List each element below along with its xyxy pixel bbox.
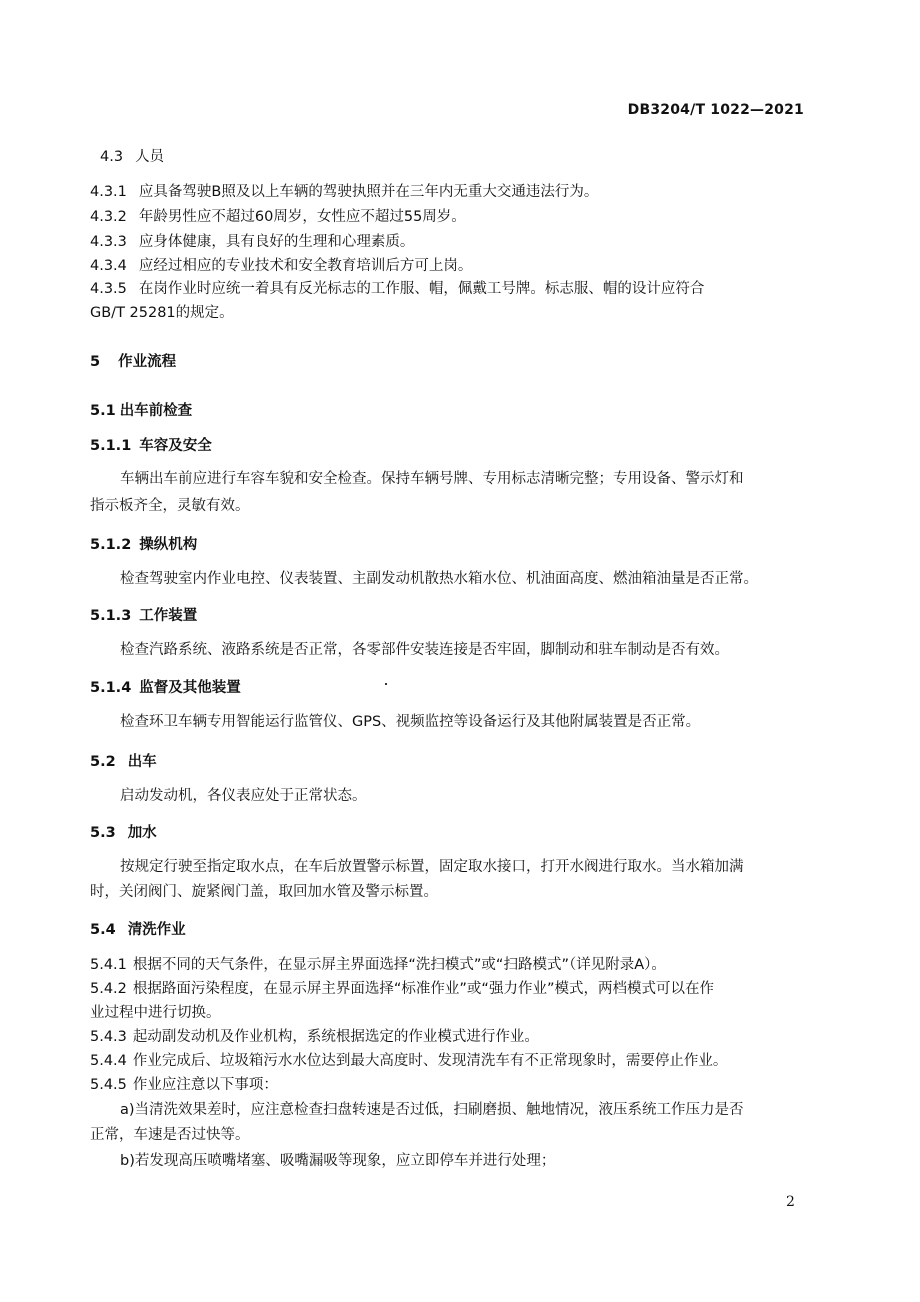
section-5-1-2-heading <box>90 535 810 555</box>
section-4-3-heading <box>100 147 820 167</box>
paragraph-line: 检查驾驶室内作业电控、仪表装置、主副发动机散热水箱水位、机油面高度、燃油箱油量是否正常。 <box>120 571 758 587</box>
section-number: 4.3 <box>100 149 124 165</box>
paragraph-line: 时，关闭阀门、旋紧阀门盖，取回加水管及警示标置。 <box>90 884 438 900</box>
paragraph-line: 指示板齐全，灵敏有效。 <box>90 498 250 514</box>
clause-text: 根据不同的天气条件，在显示屏主界面选择“洗扫模式”或“扫路模式”（详见附录A）。 <box>132 957 666 973</box>
clause-number: 5.4.3 <box>90 1029 127 1045</box>
section-number: 5.1 <box>90 403 116 419</box>
section-title: 清洗作业 <box>127 922 186 938</box>
speck-dot <box>385 683 387 685</box>
section-number: 5.3 <box>90 825 116 841</box>
clause-5-4-4 <box>90 1051 810 1071</box>
clause-4-3-5-continued: GB/T 25281的规定。 <box>90 305 234 321</box>
clause-number: 4.3.4 <box>90 258 127 274</box>
section-number: 5 <box>90 354 101 370</box>
list-item-b: b)若发现高压喷嘴堵塞、吸嘴漏吸等现象，应立即停车并进行处理； <box>120 1153 556 1169</box>
clause-4-3-1 <box>90 182 810 202</box>
clause-number: 4.3.1 <box>90 184 127 200</box>
document-code: DB3204/T 1022—2021 <box>627 102 804 118</box>
clause-5-4-5 <box>90 1075 810 1095</box>
paragraph-line: 启动发动机，各仪表应处于正常状态。 <box>120 788 367 804</box>
section-title: 操纵机构 <box>139 537 198 553</box>
clause-number: 4.3.3 <box>90 234 127 250</box>
clause-5-4-3 <box>90 1027 810 1047</box>
section-5-2-heading <box>90 752 810 772</box>
section-title: 出车 <box>127 754 157 770</box>
section-title: 作业流程 <box>118 354 177 370</box>
clause-number: 5.4.4 <box>90 1053 127 1069</box>
clause-text: 作业完成后、垃圾箱污水水位达到最大高度时、发现清洗车有不正常现象时，需要停止作业。 <box>132 1053 728 1069</box>
section-number: 5.1.3 <box>90 608 132 624</box>
clause-number: 4.3.2 <box>90 209 127 225</box>
paragraph-line: 检查汽路系统、液路系统是否正常，各零部件安装连接是否牢固，脚制动和驻车制动是否有效。 <box>120 642 729 658</box>
clause-text: 应经过相应的专业技术和安全教育培训后方可上岗。 <box>138 258 473 274</box>
section-number: 5.1.2 <box>90 537 132 553</box>
clause-text: 在岗作业时应统一着具有反光标志的工作服、帽，佩戴工号牌。标志服、帽的设计应符合 <box>138 281 705 297</box>
clause-text: 应身体健康，具有良好的生理和心理素质。 <box>138 234 415 250</box>
clause-5-4-2 <box>90 979 810 999</box>
section-title: 工作装置 <box>139 608 198 624</box>
clause-text: 起动副发动机及作业机构，系统根据选定的作业模式进行作业。 <box>132 1029 539 1045</box>
list-item-a: a)当清洗效果差时，应注意检查扫盘转速是否过低，扫刷磨损、触地情况，液压系统工作压力是否 <box>120 1102 744 1118</box>
section-title: 人员 <box>135 149 165 165</box>
list-item-a-continued: 正常，车速是否过快等。 <box>90 1127 250 1143</box>
clause-5-4-2-continued: 业过程中进行切换。 <box>90 1005 221 1021</box>
section-title: 监督及其他装置 <box>139 680 241 696</box>
section-number: 5.2 <box>90 754 116 770</box>
clause-number: 5.4.2 <box>90 981 127 997</box>
page-number: 2 <box>786 1194 795 1210</box>
section-5-heading <box>90 352 810 372</box>
clause-4-3-3 <box>90 232 810 252</box>
clause-number: 5.4.5 <box>90 1077 127 1093</box>
section-5-4-heading <box>90 920 810 940</box>
paragraph-line: 车辆出车前应进行车容车貌和安全检查。保持车辆号牌、专用标志清晰完整；专用设备、警示灯和 <box>120 471 744 487</box>
clause-text: 年龄男性应不超过60周岁，女性应不超过55周岁。 <box>138 209 466 225</box>
section-5-3-heading <box>90 823 810 843</box>
clause-4-3-5 <box>90 279 810 299</box>
clause-4-3-4 <box>90 256 810 276</box>
clause-5-4-1 <box>90 955 810 975</box>
section-title: 车容及安全 <box>139 438 212 454</box>
section-5-1-3-heading <box>90 606 810 626</box>
paragraph-line: 按规定行驶至指定取水点，在车后放置警示标置，固定取水接口，打开水阀进行取水。当水箱加满 <box>120 859 744 875</box>
section-title: 出车前检查 <box>119 403 193 419</box>
section-number: 5.4 <box>90 922 116 938</box>
section-number: 5.1.4 <box>90 680 132 696</box>
section-number: 5.1.1 <box>90 438 132 454</box>
section-5-1-4-heading <box>90 678 810 698</box>
section-5-1-heading <box>90 401 810 421</box>
section-5-1-1-heading <box>90 436 810 456</box>
clause-text: 作业应注意以下事项： <box>132 1077 278 1093</box>
clause-text: 根据路面污染程度，在显示屏主界面选择“标准作业”或“强力作业”模式，两档模式可以在作 <box>132 981 714 997</box>
clause-text: 应具备驾驶B照及以上车辆的驾驶执照并在三年内无重大交通违法行为。 <box>138 184 599 200</box>
clause-number: 4.3.5 <box>90 281 127 297</box>
clause-number: 5.4.1 <box>90 957 127 973</box>
section-title: 加水 <box>127 825 157 841</box>
paragraph-line: 检查环卫车辆专用智能运行监管仪、GPS、视频监控等设备运行及其他附属装置是否正常。 <box>120 714 701 730</box>
clause-4-3-2 <box>90 207 810 227</box>
